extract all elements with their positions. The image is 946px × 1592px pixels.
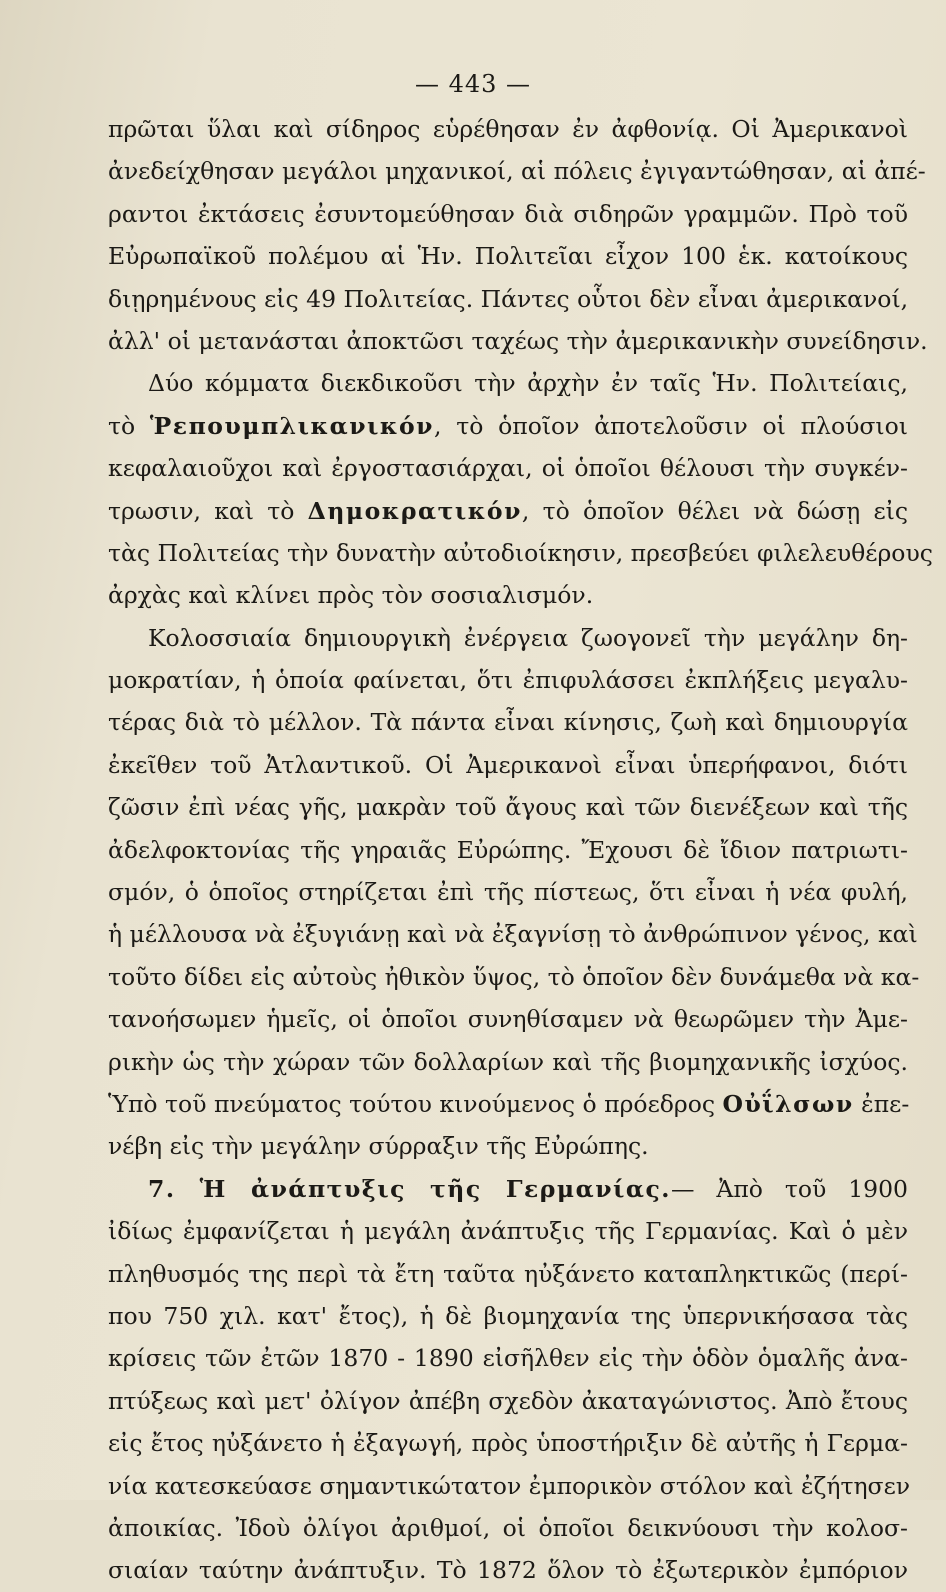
text-segment: νέβη εἰς τὴν μεγάλην σύρραξιν τῆς Εὐρώπης. (108, 1132, 649, 1161)
section-heading: 7. Ἡ ἀνάπτυξις τῆς Γερμανίας. (148, 1174, 671, 1203)
body-text (108, 108, 933, 1592)
text-segment: μοκρατίαν, ἡ ὁποία φαίνεται, ὅτι ἐπιφυλάσσει ἐκπλήξεις μεγαλυ- (108, 666, 908, 695)
text-line (108, 701, 908, 743)
text-segment: Εὐρωπαϊκοῦ πολέμου αἱ Ἡν. Πολιτεῖαι εἶχον 100 ἑκ. κατοίκους (108, 242, 908, 271)
text-line (108, 1507, 908, 1549)
text-line (108, 490, 908, 532)
text-segment: κρίσεις τῶν ἐτῶν 1870 - 1890 εἰσῆλθεν εἰς τὴν ὁδὸν ὁμαλῆς ἀνα- (108, 1344, 908, 1373)
text-segment: τανοήσωμεν ἡμεῖς, οἱ ὁποῖοι συνηθίσαμεν νὰ θεωρῶμεν τὴν Ἀμε- (108, 1005, 908, 1034)
text-line (108, 1337, 908, 1379)
text-line (108, 744, 908, 786)
text-line (108, 617, 908, 659)
text-line (108, 108, 908, 150)
text-line (108, 362, 908, 404)
text-segment: — Ἀπὸ τοῦ 1900 (670, 1174, 908, 1203)
text-segment: , τὸ ὁποῖον θέλει νὰ δώσῃ εἰς (521, 496, 908, 525)
text-line (108, 1210, 908, 1252)
emphasized-term: Δημοκρατικόν (307, 496, 522, 525)
text-segment: σμόν, ὁ ὁποῖος στηρίζεται ἐπὶ τῆς πίστεως, ὅτι εἶναι ἡ νέα φυλή, (108, 878, 908, 907)
text-line (108, 320, 928, 362)
emphasized-term: Οὐΐλσων (722, 1089, 854, 1118)
text-line (108, 829, 908, 871)
text-segment: εἰς ἔτος ηὐξάνετο ἡ ἐξαγωγή, πρὸς ὑποστήριξιν δὲ αὐτῆς ἡ Γερμα- (108, 1429, 908, 1458)
text-line (108, 1422, 908, 1464)
text-line (108, 532, 933, 574)
text-line (108, 1465, 911, 1507)
text-line (108, 150, 926, 192)
text-segment: πρῶται ὕλαι καὶ σίδηρος εὑρέθησαν ἐν ἀφθονίᾳ. Οἱ Ἀμερικανοὶ (108, 115, 908, 143)
text-segment: Δύο κόμματα διεκδικοῦσι τὴν ἀρχὴν ἐν ταῖς Ἡν. Πολιτείαις, (148, 369, 908, 398)
text-segment: ἀλλ' οἱ μετανάσται ἀποκτῶσι ταχέως τὴν ἀμερικανικὴν συνείδησιν. (108, 326, 928, 355)
text-line (108, 447, 908, 489)
text-segment: τρωσιν, καὶ τὸ (108, 496, 308, 525)
text-segment: ρικὴν ὡς τὴν χώραν τῶν δολλαρίων καὶ τῆς βιομηχανικῆς ἰσχύος. (108, 1047, 908, 1076)
text-segment: ἀδελφοκτονίας τῆς γηραιᾶς Εὐρώπης. Ἔχουσι δὲ ἴδιον πατριωτι- (108, 835, 908, 864)
text-segment: τὰς Πολιτείας τὴν δυνατὴν αὐτοδιοίκησιν, πρεσβεύει φιλελευθέρους (108, 538, 933, 567)
text-segment: ἀποικίας. Ἰδοὺ ὀλίγοι ἀριθμοί, οἱ ὁποῖοι δεικνύουσι τὴν κολοσ- (108, 1513, 908, 1542)
text-segment: ἐπε- (853, 1089, 910, 1118)
text-segment: τὸ (108, 411, 150, 440)
text-line (108, 1125, 908, 1167)
text-line (108, 956, 920, 998)
text-line (108, 235, 908, 277)
text-line (108, 193, 908, 235)
text-line (108, 1549, 908, 1591)
text-line (108, 1083, 908, 1125)
text-line (108, 998, 908, 1040)
text-line (108, 278, 908, 320)
text-segment: ἀρχὰς καὶ κλίνει πρὸς τὸν σοσιαλισμόν. (108, 581, 594, 610)
text-line (108, 1380, 908, 1422)
text-line (108, 786, 908, 828)
text-segment: διῃρημένους εἰς 49 Πολιτείας. Πάντες οὗτοι δὲν εἶναι ἀμερικανοί, (108, 284, 909, 313)
text-segment: νία κατεσκεύασε σημαντικώτατον ἐμπορικὸν στόλον καὶ ἐζήτησεν (108, 1471, 911, 1500)
text-line (108, 574, 908, 616)
text-line (108, 1168, 908, 1210)
text-segment: ζῶσιν ἐπὶ νέας γῆς, μακρὰν τοῦ ἄγους καὶ τῶν διενέξεων καὶ τῆς (108, 793, 908, 822)
text-segment: Ὑπὸ τοῦ πνεύματος τούτου κινούμενος ὁ πρόεδρος (108, 1089, 723, 1118)
text-segment: ἡ μέλλουσα νὰ ἐξυγιάνῃ καὶ νὰ ἐξαγνίσῃ τὸ ἀνθρώπινον γένος, καὶ (108, 920, 918, 949)
text-segment: πληθυσμός της περὶ τὰ ἔτη ταῦτα ηὐξάνετο καταπληκτικῶς (περί- (108, 1259, 908, 1288)
text-line (108, 405, 908, 447)
text-segment: ἀνεδείχθησαν μεγάλοι μηχανικοί, αἱ πόλεις ἐγιγαντώθησαν, αἱ ἀπέ- (108, 157, 926, 186)
text-segment: σιαίαν ταύτην ἀνάπτυξιν. Τὸ 1872 ὅλον τὸ ἐξωτερικὸν ἐμπόριον (108, 1556, 908, 1585)
text-line (108, 1041, 908, 1083)
text-segment: ἐκεῖθεν τοῦ Ἀτλαντικοῦ. Οἱ Ἀμερικανοὶ εἶναι ὑπερήφανοι, διότι (108, 750, 908, 779)
text-line (108, 871, 908, 913)
text-line (108, 1253, 908, 1295)
text-segment: κεφαλαιοῦχοι καὶ ἐργοστασιάρχαι, οἱ ὁποῖοι θέλουσι τὴν συγκέν- (108, 454, 908, 483)
text-segment: που 750 χιλ. κατ' ἔτος), ἡ δὲ βιομηχανία της ὑπερνικήσασα τὰς (108, 1301, 908, 1330)
text-segment: ραντοι ἐκτάσεις ἐσυντομεύθησαν διὰ σιδηρῶν γραμμῶν. Πρὸ τοῦ (108, 199, 908, 228)
text-segment: , τὸ ὁποῖον ἀποτελοῦσιν οἱ πλούσιοι (433, 411, 908, 440)
text-line (108, 913, 918, 955)
emphasized-term: Ῥεπουμπλικανικόν (149, 411, 434, 440)
text-line (108, 659, 908, 701)
text-segment: τέρας διὰ τὸ μέλλον. Τὰ πάντα εἶναι κίνησις, ζωὴ καὶ δημιουργία (108, 708, 908, 737)
page-number: — 443 — (414, 70, 532, 98)
text-segment: πτύξεως καὶ μετ' ὀλίγον ἀπέβη σχεδὸν ἀκαταγώνιστος. Ἀπὸ ἔτους (108, 1386, 908, 1415)
text-line (108, 1295, 908, 1337)
text-segment: τοῦτο δίδει εἰς αὐτοὺς ἠθικὸν ὕψος, τὸ ὁποῖον δὲν δυνάμεθα νὰ κα- (108, 962, 920, 991)
text-segment: Κολοσσιαία δημιουργικὴ ἐνέργεια ζωογονεῖ τὴν μεγάλην δη- (148, 623, 908, 652)
text-segment: ἰδίως ἐμφανίζεται ἡ μεγάλη ἀνάπτυξις τῆς Γερμανίας. Καὶ ὁ μὲν (108, 1217, 908, 1246)
